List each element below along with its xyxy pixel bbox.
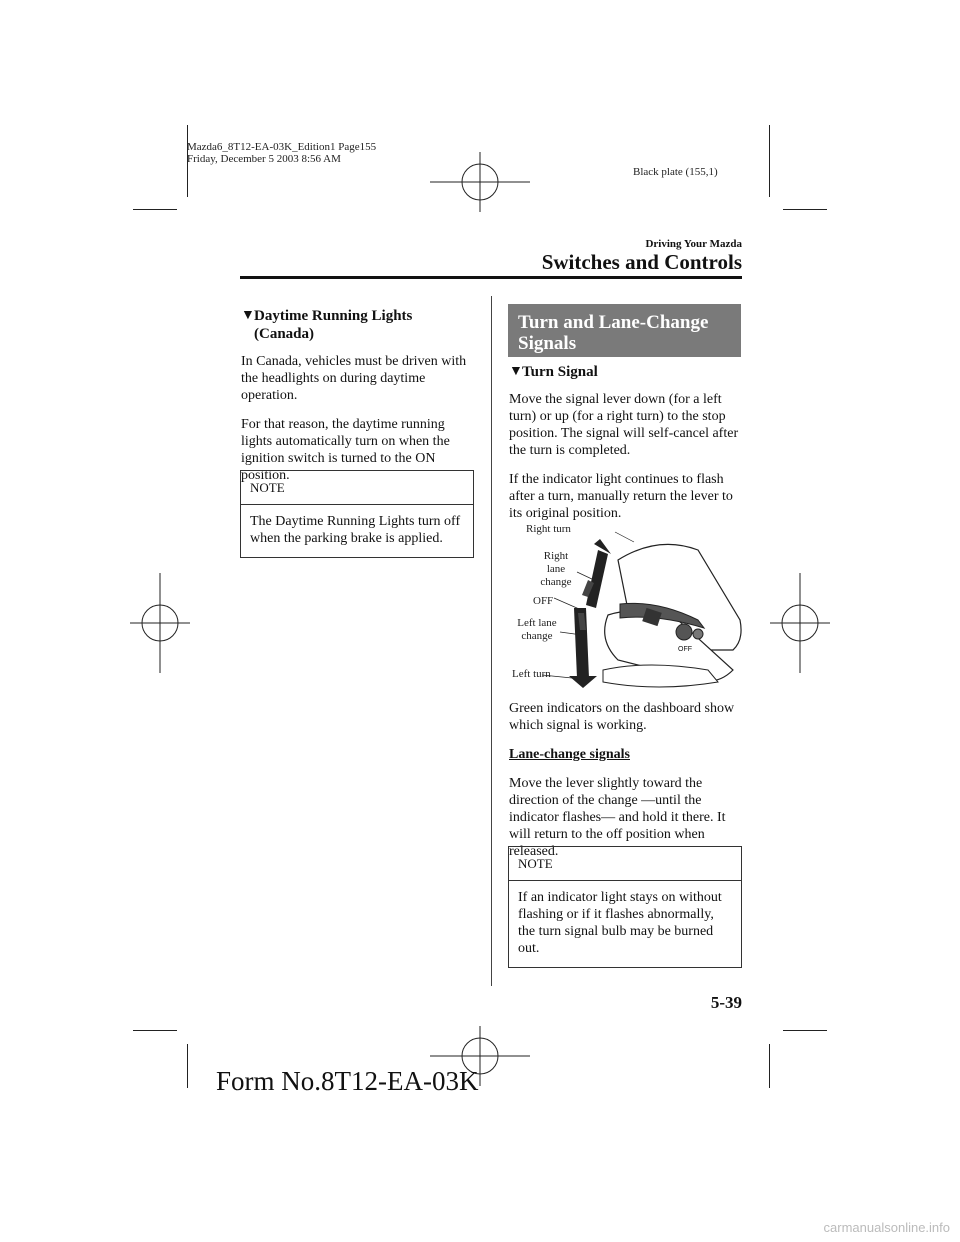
turn-signals-banner: Turn and Lane-Change Signals	[508, 304, 741, 357]
turn-signal-heading	[509, 363, 741, 381]
print-info-line1: Mazda6_8T12-EA-03K_Edition1 Page155	[187, 141, 377, 153]
daytime-lights-heading	[241, 307, 473, 343]
lane-change-para: Move the lever slightly toward the direction of the change —until the indicator flashes— and hold it there. It will return to the off position when released.	[509, 776, 726, 859]
label-left-turn: Left turn	[512, 668, 551, 680]
left-note-body: The Daytime Running Lights turn off when the parking brake is applied.	[250, 514, 461, 546]
right-column-bottom	[509, 700, 741, 860]
chapter-title: Driving Your Mazda	[645, 238, 742, 250]
triangle-marker-icon: ▼	[509, 364, 523, 379]
triangle-marker-icon: ▼	[241, 308, 255, 323]
right-column-top	[509, 363, 741, 522]
print-info	[187, 141, 376, 165]
lever-off-text: OFF	[678, 646, 692, 653]
daytime-lights-para2: For that reason, the daytime running lights automatically turn on when the ignition switch is turned to the ON position.	[241, 417, 450, 483]
watermark: carmanualsonline.info	[823, 1220, 950, 1235]
left-note-box	[240, 470, 474, 558]
black-plate: Black plate (155,1)	[633, 166, 718, 178]
right-note-box	[508, 846, 742, 968]
lane-change-subheading: Lane-change signals	[509, 747, 630, 762]
print-info-line2: Friday, December 5 2003 8:56 AM	[187, 153, 341, 165]
daytime-lights-para1: In Canada, vehicles must be driven with the headlights on during daytime operation.	[241, 354, 467, 403]
turn-signal-para1: Move the signal lever down (for a left turn) or up (for a right turn) to the stop position. The signal will self-cancel after the turn is completed.	[509, 392, 739, 458]
header-rule	[240, 276, 742, 279]
indicators-para: Green indicators on the dashboard show which signal is working.	[509, 701, 735, 733]
page-number: 5-39	[710, 993, 742, 1012]
registration-mark-left	[130, 573, 190, 673]
label-left-lane-change: Left lane change	[517, 617, 557, 642]
left-column	[241, 307, 473, 484]
right-note-title: NOTE	[509, 847, 741, 881]
section-title: Switches and Controls	[541, 250, 742, 274]
registration-mark-right	[770, 573, 830, 673]
turn-signal-lever-figure	[508, 520, 748, 695]
registration-mark-top	[430, 152, 530, 212]
turn-signal-para2: If the indicator light continues to flash after a turn, manually return the lever to its original position.	[509, 472, 733, 521]
column-divider	[491, 296, 492, 986]
label-right-lane-change: Right lane change	[540, 550, 572, 588]
left-note-title: NOTE	[241, 471, 473, 505]
form-number: Form No.8T12-EA-03K	[216, 1066, 479, 1096]
label-right-turn: Right turn	[526, 523, 571, 535]
daytime-lights-heading-text: Daytime Running Lights (Canada)	[254, 308, 413, 342]
turn-signal-heading-text: Turn Signal	[522, 364, 598, 380]
label-off: OFF	[533, 595, 554, 607]
right-note-body: If an indicator light stays on without flashing or if it flashes abnormally, the turn signal bulb may be burned out.	[518, 890, 722, 956]
